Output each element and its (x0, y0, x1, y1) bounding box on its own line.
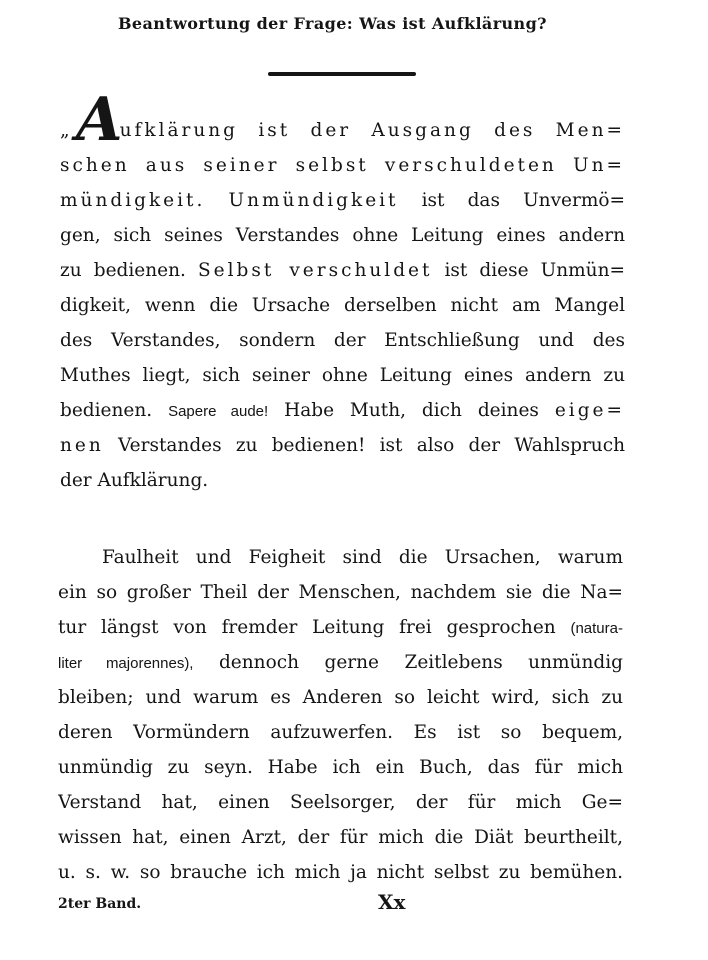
header-rule (268, 72, 416, 76)
text-line: mündigkeit. Unmündigkeit ist das Unvermö= (60, 190, 625, 211)
text-line: der Aufklärung. (60, 470, 209, 491)
latin-phrase: (natura- (570, 620, 623, 637)
text-line: unmündig zu seyn. Habe ich ein Buch, das für mich (58, 757, 623, 778)
text-line: liter majorennes), dennoch gerne Zeitlebens unmündig (58, 652, 623, 673)
text-line: Muthes liegt, sich seiner ohne Leitung eines andern zu (60, 365, 625, 386)
latin-phrase: liter majorennes), (58, 655, 194, 672)
latin-phrase: Sapere aude! (168, 403, 269, 420)
text-line: gen, sich seines Verstandes ohne Leitung eines andern (60, 225, 625, 246)
text-line: tur längst von fremder Leitung frei gesprochen (natura- (58, 617, 623, 638)
text-line: bleiben; und warum es Anderen so leicht wird, sich zu (58, 687, 623, 708)
text-line: zu bedienen. Selbst verschuldet ist diese Unmün= (60, 260, 625, 281)
drop-cap-initial: A (76, 85, 123, 155)
text-line: nen Verstandes zu bedienen! ist also der Wahlspruch (60, 435, 625, 456)
text-line: Faulheit und Feigheit sind die Ursachen, warum (102, 547, 623, 568)
text-line: deren Vormündern aufzuwerfen. Es ist so bequem, (58, 722, 623, 743)
volume-marker: 2ter Band. (58, 896, 142, 912)
text-line: wissen hat, einen Arzt, der für mich die Diät beurtheilt, (58, 827, 623, 848)
text-line: Verstand hat, einen Seelsorger, der für mich Ge= (58, 792, 623, 813)
text-line: schen aus seiner selbst verschuldeten Un= (60, 155, 625, 176)
text-line: u. s. w. so brauche ich mich ja nicht selbst zu bemühen. (58, 862, 623, 883)
text-line: des Verstandes, sondern der Entschließung und des (60, 330, 625, 351)
signature-mark: Xx (378, 890, 406, 914)
text-line: „ ufklärung ist der Ausgang des Men= (60, 120, 625, 141)
text-line: ein so großer Theil der Menschen, nachdem sie die Na= (58, 582, 623, 603)
text-line: digkeit, wenn die Ursache derselben nicht am Mangel (60, 295, 625, 316)
running-header: Beantwortung der Frage: Was ist Aufklärung? (118, 14, 547, 33)
text-line: bedienen. Sapere aude! Habe Muth, dich deines eige= (60, 400, 625, 421)
